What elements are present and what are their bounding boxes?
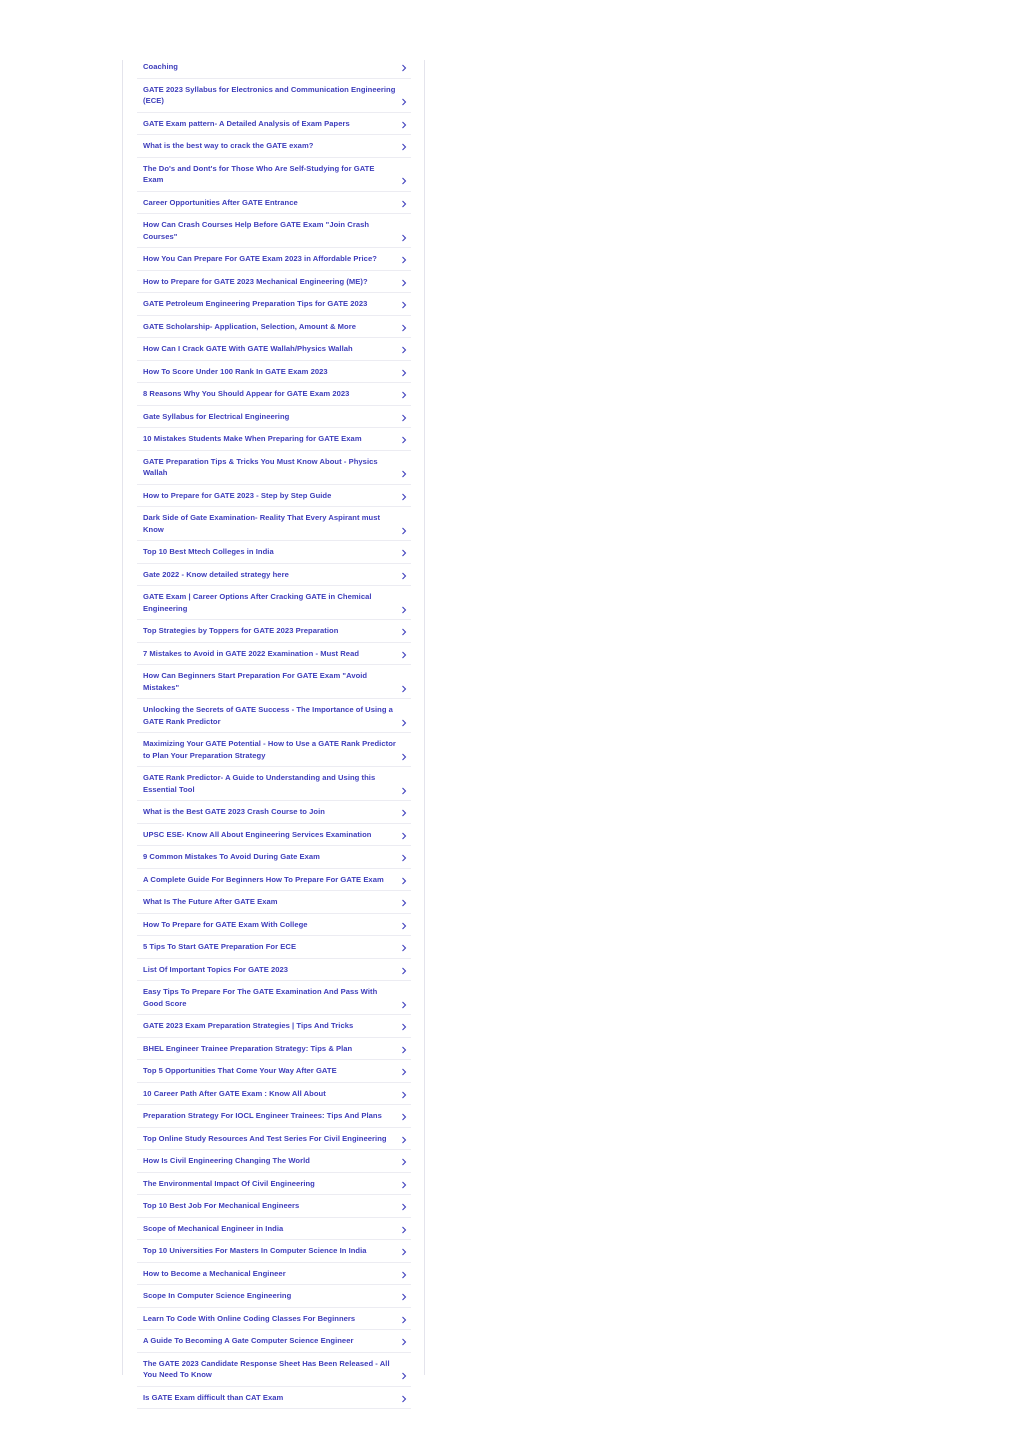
chevron-right-icon xyxy=(400,199,407,208)
article-link-label: Learn To Code With Online Coding Classes For Beginners xyxy=(143,1313,356,1323)
chevron-right-icon xyxy=(400,470,407,479)
sidebar-article-link[interactable] xyxy=(137,959,411,982)
chevron-right-icon xyxy=(400,1180,407,1189)
sidebar-article-link[interactable] xyxy=(137,665,411,699)
chevron-right-icon xyxy=(400,1203,407,1212)
chevron-right-icon xyxy=(400,1270,407,1279)
sidebar-article-link[interactable] xyxy=(137,564,411,587)
chevron-right-icon xyxy=(400,1135,407,1144)
article-link-label: Top 10 Best Job For Mechanical Engineers xyxy=(143,1201,300,1210)
chevron-right-icon xyxy=(400,233,407,242)
chevron-right-icon xyxy=(400,436,407,445)
article-link-label: GATE Rank Predictor- A Guide to Understanding and Using this Essential Tool xyxy=(143,773,376,794)
sidebar-article-link[interactable] xyxy=(137,914,411,937)
sidebar-article-link[interactable] xyxy=(137,214,411,248)
sidebar-article-link[interactable] xyxy=(137,1240,411,1263)
article-link-label: GATE Scholarship- Application, Selection, Amount & More xyxy=(143,321,356,331)
sidebar-article-link[interactable] xyxy=(137,79,411,113)
sidebar-article-link[interactable] xyxy=(137,1387,411,1410)
article-link-label: BHEL Engineer Trainee Preparation Strategy: Tips & Plan xyxy=(143,1043,353,1053)
article-link-label: The Do's and Dont's for Those Who Are Self-Studying for GATE Exam xyxy=(143,163,375,184)
article-link-label: What is the Best GATE 2023 Crash Course to Join xyxy=(143,807,325,816)
sidebar-article-link[interactable] xyxy=(137,316,411,339)
article-link-label: Scope In Computer Science Engineering xyxy=(143,1291,292,1300)
chevron-right-icon xyxy=(400,413,407,422)
article-link-label: Unlocking the Secrets of GATE Success - The Importance of Using a GATE Rank Predictor xyxy=(143,705,393,726)
chevron-right-icon xyxy=(400,718,407,727)
article-link-label: How Can I Crack GATE With GATE Wallah/Physics Wallah xyxy=(143,344,353,353)
chevron-right-icon xyxy=(400,98,407,107)
sidebar-article-link[interactable] xyxy=(137,767,411,801)
sidebar-article-link[interactable] xyxy=(137,643,411,666)
chevron-right-icon xyxy=(400,278,407,287)
sidebar-article-link[interactable] xyxy=(137,1353,411,1387)
sidebar-article-link[interactable] xyxy=(137,1105,411,1128)
sidebar-article-link[interactable] xyxy=(137,507,411,541)
article-link-label: How to Become a Mechanical Engineer xyxy=(143,1268,286,1278)
sidebar-article-link[interactable] xyxy=(137,248,411,271)
sidebar-article-link[interactable] xyxy=(137,135,411,158)
chevron-right-icon xyxy=(400,177,407,186)
sidebar-article-link[interactable] xyxy=(137,1128,411,1151)
chevron-right-icon xyxy=(400,628,407,637)
chevron-right-icon xyxy=(400,64,407,73)
sidebar-article-link[interactable] xyxy=(137,846,411,869)
chevron-right-icon xyxy=(400,899,407,908)
article-link-label: 10 Career Path After GATE Exam : Know All About xyxy=(143,1088,326,1098)
sidebar-article-link[interactable] xyxy=(137,733,411,767)
chevron-right-icon xyxy=(400,143,407,152)
article-link-label: 7 Mistakes to Avoid in GATE 2022 Examination - Must Read xyxy=(143,648,360,658)
chevron-right-icon xyxy=(400,1113,407,1122)
article-link-label: How You Can Prepare For GATE Exam 2023 in Affordable Price? xyxy=(143,254,377,263)
article-link-label: GATE Preparation Tips & Tricks You Must Know About - Physics Wallah xyxy=(143,456,378,477)
chevron-right-icon xyxy=(400,1225,407,1234)
chevron-right-icon xyxy=(400,368,407,377)
sidebar-article-link[interactable] xyxy=(137,192,411,215)
article-link-label: What Is The Future After GATE Exam xyxy=(143,897,278,906)
sidebar-article-link[interactable] xyxy=(137,428,411,451)
sidebar-article-link[interactable] xyxy=(137,699,411,733)
chevron-right-icon xyxy=(400,120,407,129)
sidebar-article-link[interactable] xyxy=(137,1330,411,1353)
chevron-right-icon xyxy=(400,876,407,885)
chevron-right-icon xyxy=(400,966,407,975)
sidebar-article-link[interactable] xyxy=(137,801,411,824)
chevron-right-icon xyxy=(400,1023,407,1032)
sidebar-article-link[interactable] xyxy=(137,1195,411,1218)
article-link-label: Gate Syllabus for Electrical Engineering xyxy=(143,411,290,421)
chevron-right-icon xyxy=(400,301,407,310)
sidebar-article-link[interactable] xyxy=(137,1060,411,1083)
chevron-right-icon xyxy=(400,1315,407,1324)
article-link-label: Top Strategies by Toppers for GATE 2023 Preparation xyxy=(143,626,339,635)
article-link-label: Top Online Study Resources And Test Series For Civil Engineering xyxy=(143,1133,387,1143)
chevron-right-icon xyxy=(400,1372,407,1381)
chevron-right-icon xyxy=(400,391,407,400)
article-link-label: GATE Petroleum Engineering Preparation Tips for GATE 2023 xyxy=(143,299,368,308)
chevron-right-icon xyxy=(400,1293,407,1302)
sidebar-article-link[interactable] xyxy=(137,1285,411,1308)
article-link-label: How Is Civil Engineering Changing The World xyxy=(143,1156,310,1165)
article-link-label: Coaching xyxy=(143,62,178,71)
sidebar-article-link[interactable] xyxy=(137,406,411,429)
article-link-label: The Environmental Impact Of Civil Engineering xyxy=(143,1178,315,1188)
article-link-label: GATE Exam | Career Options After Cracking GATE in Chemical Engineering xyxy=(143,592,372,613)
chevron-right-icon xyxy=(400,256,407,265)
article-link-label: The GATE 2023 Candidate Response Sheet Has Been Released - All You Need To Know xyxy=(143,1358,390,1379)
article-link-label: 8 Reasons Why You Should Appear for GATE Exam 2023 xyxy=(143,389,350,398)
article-link-label: How to Prepare for GATE 2023 Mechanical Engineering (ME)? xyxy=(143,276,368,286)
chevron-right-icon xyxy=(400,571,407,580)
chevron-right-icon xyxy=(400,1000,407,1009)
sidebar-article-link[interactable] xyxy=(137,383,411,406)
article-link-label: A Complete Guide For Beginners How To Prepare For GATE Exam xyxy=(143,874,384,884)
sidebar-article-link[interactable] xyxy=(137,1083,411,1106)
article-link-label: GATE Exam pattern- A Detailed Analysis of Exam Papers xyxy=(143,118,350,128)
article-link-label: How to Prepare for GATE 2023 - Step by Step Guide xyxy=(143,490,332,500)
article-link-label: A Guide To Becoming A Gate Computer Science Engineer xyxy=(143,1336,354,1345)
sidebar-article-link[interactable] xyxy=(137,338,411,361)
article-link-label: Dark Side of Gate Examination- Reality That Every Aspirant must Know xyxy=(143,513,381,534)
sidebar-article-link[interactable] xyxy=(137,541,411,564)
chevron-right-icon xyxy=(400,650,407,659)
chevron-right-icon xyxy=(400,1090,407,1099)
article-link-label: Is GATE Exam difficult than CAT Exam xyxy=(143,1392,284,1402)
article-link-label: Career Opportunities After GATE Entrance xyxy=(143,197,298,207)
sidebar-article-link[interactable] xyxy=(137,1173,411,1196)
chevron-right-icon xyxy=(400,1338,407,1347)
article-link-label: Easy Tips To Prepare For The GATE Examination And Pass With Good Score xyxy=(143,987,378,1008)
chevron-right-icon xyxy=(400,752,407,761)
article-link-list xyxy=(137,56,411,1409)
article-link-label: How Can Crash Courses Help Before GATE Exam "Join Crash Courses" xyxy=(143,220,370,241)
sidebar-article-link[interactable] xyxy=(137,891,411,914)
chevron-right-icon xyxy=(400,1045,407,1054)
article-link-label: 9 Common Mistakes To Avoid During Gate Exam xyxy=(143,852,320,861)
article-link-label: GATE 2023 Syllabus for Electronics and Communication Engineering (ECE) xyxy=(143,84,396,105)
chevron-right-icon xyxy=(400,921,407,930)
sidebar-article-link[interactable] xyxy=(137,485,411,508)
article-link-label: GATE 2023 Exam Preparation Strategies | Tips And Tricks xyxy=(143,1021,354,1030)
article-link-label: How To Score Under 100 Rank In GATE Exam 2023 xyxy=(143,366,328,376)
chevron-right-icon xyxy=(400,1394,407,1403)
chevron-right-icon xyxy=(400,854,407,863)
sidebar-article-link[interactable] xyxy=(137,824,411,847)
chevron-right-icon xyxy=(400,492,407,501)
article-link-label: Top 10 Universities For Masters In Computer Science In India xyxy=(143,1246,367,1255)
sidebar-article-link[interactable] xyxy=(137,586,411,620)
chevron-right-icon xyxy=(400,549,407,558)
sidebar-article-link[interactable] xyxy=(137,981,411,1015)
sidebar-article-link[interactable] xyxy=(137,158,411,192)
sidebar-article-link[interactable] xyxy=(137,451,411,485)
chevron-right-icon xyxy=(400,1158,407,1167)
sidebar-article-link[interactable] xyxy=(137,1038,411,1061)
sidebar-article-link[interactable] xyxy=(137,869,411,892)
article-link-label: Gate 2022 - Know detailed strategy here xyxy=(143,569,289,579)
sidebar-article-link[interactable] xyxy=(137,361,411,384)
chevron-right-icon xyxy=(400,809,407,818)
article-link-label: UPSC ESE- Know All About Engineering Services Examination xyxy=(143,829,372,839)
chevron-right-icon xyxy=(400,684,407,693)
sidebar-article-link[interactable] xyxy=(137,620,411,643)
sidebar-article-link[interactable] xyxy=(137,1015,411,1038)
sidebar-article-link[interactable] xyxy=(137,271,411,294)
article-link-label: Top 5 Opportunities That Come Your Way After GATE xyxy=(143,1066,337,1075)
sidebar-article-link[interactable] xyxy=(137,56,411,79)
chevron-right-icon xyxy=(400,1068,407,1077)
chevron-right-icon xyxy=(400,605,407,614)
article-link-label: List Of Important Topics For GATE 2023 xyxy=(143,964,289,974)
chevron-right-icon xyxy=(400,786,407,795)
article-link-label: Scope of Mechanical Engineer in India xyxy=(143,1223,284,1233)
article-link-label: 10 Mistakes Students Make When Preparing for GATE Exam xyxy=(143,434,362,443)
sidebar-article-link[interactable] xyxy=(137,1263,411,1286)
article-link-label: Top 10 Best Mtech Colleges in India xyxy=(143,547,274,556)
article-link-label: How Can Beginners Start Preparation For GATE Exam "Avoid Mistakes" xyxy=(143,671,368,692)
sidebar-article-link[interactable] xyxy=(137,1308,411,1331)
chevron-right-icon xyxy=(400,346,407,355)
sidebar-article-link[interactable] xyxy=(137,293,411,316)
chevron-right-icon xyxy=(400,323,407,332)
chevron-right-icon xyxy=(400,944,407,953)
chevron-right-icon xyxy=(400,831,407,840)
sidebar-article-link[interactable] xyxy=(137,113,411,136)
sidebar-article-link[interactable] xyxy=(137,1150,411,1173)
article-link-label: Preparation Strategy For IOCL Engineer Trainees: Tips And Plans xyxy=(143,1111,382,1120)
sidebar-article-link[interactable] xyxy=(137,1218,411,1241)
article-link-label: What is the best way to crack the GATE exam? xyxy=(143,141,314,150)
chevron-right-icon xyxy=(400,1248,407,1257)
chevron-right-icon xyxy=(400,526,407,535)
sidebar-article-link[interactable] xyxy=(137,936,411,959)
article-link-label: 5 Tips To Start GATE Preparation For ECE xyxy=(143,942,297,951)
article-link-label: Maximizing Your GATE Potential - How to Use a GATE Rank Predictor to Plan Your Preparation Strategy xyxy=(143,739,396,760)
article-link-label: How To Prepare for GATE Exam With College xyxy=(143,919,308,929)
